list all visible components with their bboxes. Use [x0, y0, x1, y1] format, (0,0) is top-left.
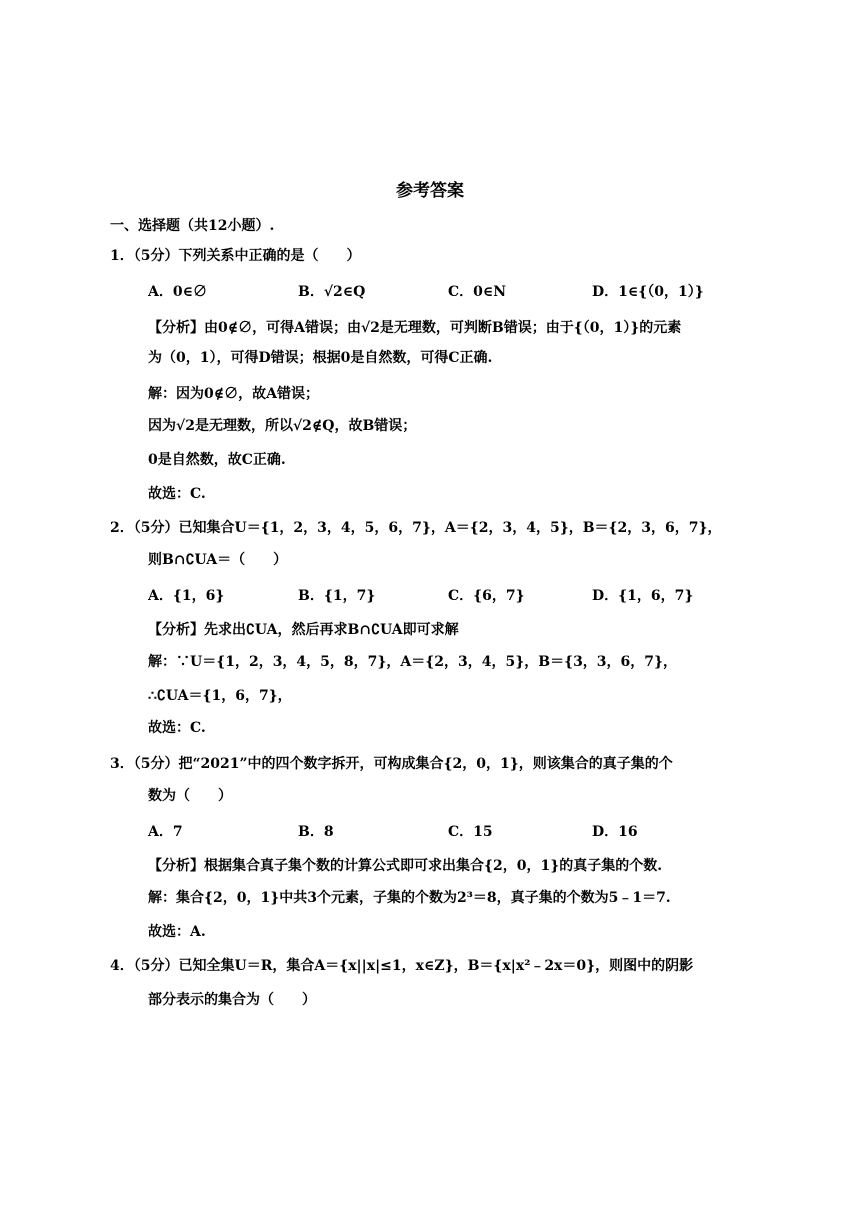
question-1-analysis-line-2: 为（0，1），可得D错误；根据0是自然数，可得C正确. — [148, 350, 493, 366]
question-3-option-c: C．15 — [448, 824, 493, 840]
question-1-solution-line-3: 0是自然数，故C正确. — [148, 452, 286, 468]
question-4-stem-line-1: 4．（5分）已知全集U＝R，集合A＝{x||x|≤1，x∈Z}，B＝{x|x²﹣2x＝0}，则图中的阴影 — [110, 958, 694, 974]
question-2-option-d: D．{1，6，7} — [592, 588, 694, 604]
question-1-option-c: C．0∈N — [448, 284, 507, 300]
question-2-stem-line-2: 则B∩∁UA＝（ ） — [148, 552, 288, 568]
question-4-stem-line-2: 部分表示的集合为（ ） — [148, 992, 316, 1008]
question-1-option-a: A．0∈∅ — [148, 284, 207, 300]
question-2-solution-line-1: 解：∵U＝{1，2，3，4，5，8，7}，A＝{2，3，4，5}，B＝{3，3，6，7}， — [148, 654, 678, 670]
question-3-option-d: D．16 — [592, 824, 638, 840]
question-2-solution-line-2: ∴∁UA＝{1，6，7}， — [148, 688, 292, 704]
question-1-solution-line-2: 因为√2是无理数，所以√2∉Q，故B错误； — [148, 418, 417, 434]
question-3-option-b: B．8 — [298, 824, 334, 840]
page-title: 参考答案 — [396, 181, 464, 201]
question-1-option-b: B．√2∈Q — [298, 284, 366, 300]
question-1-analysis-line-1: 【分析】由0∉∅，可得A错误；由√2是无理数，可判断B错误；由于{（0，1）}的元素 — [148, 320, 682, 336]
question-2-solution-line-3: 故选：C. — [148, 720, 206, 736]
question-1-solution-line-4: 故选：C. — [148, 486, 206, 502]
question-2-option-c: C．{6，7} — [448, 588, 525, 604]
question-3-option-a: A．7 — [148, 824, 183, 840]
question-2-option-b: B．{1，7} — [298, 588, 376, 604]
question-2-stem-line-1: 2．（5分）已知集合U＝{1，2，3，4，5，6，7}，A＝{2，3，4，5}，B＝{2，3，6，7}， — [110, 520, 722, 536]
question-2-analysis: 【分析】先求出∁UA，然后再求B∩∁UA即可求解 — [148, 622, 459, 638]
question-3-solution-line-2: 故选：A. — [148, 924, 206, 940]
question-1-solution-line-1: 解：因为0∉∅，故A错误； — [148, 386, 319, 402]
question-3-stem-line-2: 数为（ ） — [148, 788, 232, 804]
question-1-stem: 1．（5分）下列关系中正确的是（ ） — [110, 248, 361, 264]
question-2-option-a: A．{1，6} — [148, 588, 225, 604]
section-heading: 一、选择题（共12小题）. — [110, 218, 275, 234]
question-3-analysis: 【分析】根据集合真子集个数的计算公式即可求出集合{2，0，1}的真子集的个数. — [148, 858, 663, 874]
question-3-solution-line-1: 解：集合{2，0，1}中共3个元素，子集的个数为2³＝8，真子集的个数为5﹣1＝7. — [148, 890, 671, 906]
question-3-stem-line-1: 3．（5分）把“2021”中的四个数字拆开，可构成集合{2，0，1}，则该集合的真子集的个 — [110, 756, 673, 772]
question-1-option-d: D．1∈{（0，1）} — [592, 284, 704, 300]
